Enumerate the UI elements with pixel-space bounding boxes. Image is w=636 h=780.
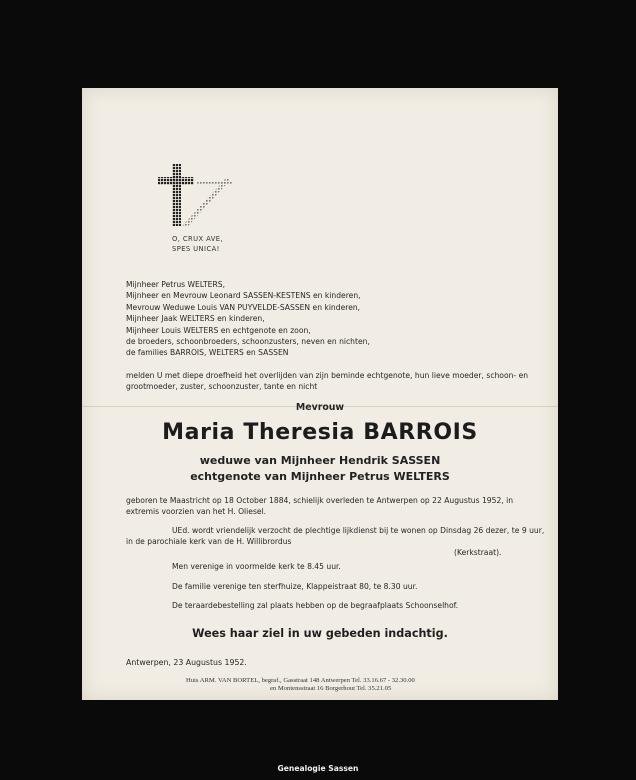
widow-of: weduwe van Mijnheer Hendrik SASSEN <box>199 454 441 467</box>
invitation-tail: (Kerkstraat). <box>454 548 502 557</box>
family-line: Mevrouw Weduwe Louis VAN PUYVELDE-SASSEN en kinderen, <box>126 302 361 312</box>
family-line: de broeders, schoonbroeders, schoonzusters, neven en nichten, <box>126 337 370 347</box>
invitation-text: UEd. wordt vriendelijk verzocht de plechtige lijkdienst bij te wonen op Dinsdag 26 dezer, te 9 uur, in de parochiale kerk van de H. Willibrordus <box>126 526 545 547</box>
watermark-text: Genealogie Sassen <box>277 764 359 773</box>
family-line: Mijnheer Louis WELTERS en echtgenote en zoon, <box>126 325 311 335</box>
motto-line-1: O, CRUX AVE, <box>172 235 224 243</box>
detail-line: Men verenige in voormelde kerk te 8.45 uur. <box>172 562 341 571</box>
announcement-text: melden U met diepe droefheid het overlijden van zijn beminde echtgenote, hun lieve moeder, schoon- en grootmoeder, zuster, schoonzuster, tante en nicht <box>126 371 529 392</box>
memorial-card <box>82 88 558 700</box>
deceased-name: Maria Theresia BARROIS <box>162 420 478 445</box>
title-salutation: Mevrouw <box>295 402 345 413</box>
printer-line-2: en Montensstraat 16 Borgerhout Tel. 35.21.05 <box>270 685 392 692</box>
detail-line: De familie verenige ten sterfhuize, Klappeistraat 80, te 8.30 uur. <box>172 582 418 591</box>
prayer-line: Wees haar ziel in uw gebeden indachtig. <box>192 627 448 640</box>
motto-line-2: SPES UNICA! <box>172 245 220 253</box>
cross-icon <box>158 164 234 226</box>
birth-death-text: geboren te Maastricht op 18 October 1884, schielijk overleden te Antwerpen op 22 Augustus 1952, in extremis voorzien van het H. Oliesel. <box>126 496 514 517</box>
family-list <box>126 279 370 359</box>
spouse-of: echtgenote van Mijnheer Petrus WELTERS <box>190 470 450 483</box>
place-date: Antwerpen, 23 Augustus 1952. <box>126 658 247 667</box>
family-line: de families BARROIS, WELTERS en SASSEN <box>126 348 289 358</box>
family-line: Mijnheer Jaak WELTERS en kinderen, <box>126 314 265 324</box>
family-line: Mijnheer en Mevrouw Leonard SASSEN-KESTENS en kinderen, <box>126 291 361 301</box>
family-line: Mijnheer Petrus WELTERS, <box>126 280 225 289</box>
printer-line-1: Huis ARM. VAN BORTEL, begraf., Gasstraat 148 Antwerpen Tel. 33.16.67 - 32.30.00 <box>186 677 415 684</box>
detail-line: De teraardebestelling zal plaats hebben op de begraafplaats Schoonselhof. <box>172 601 459 610</box>
